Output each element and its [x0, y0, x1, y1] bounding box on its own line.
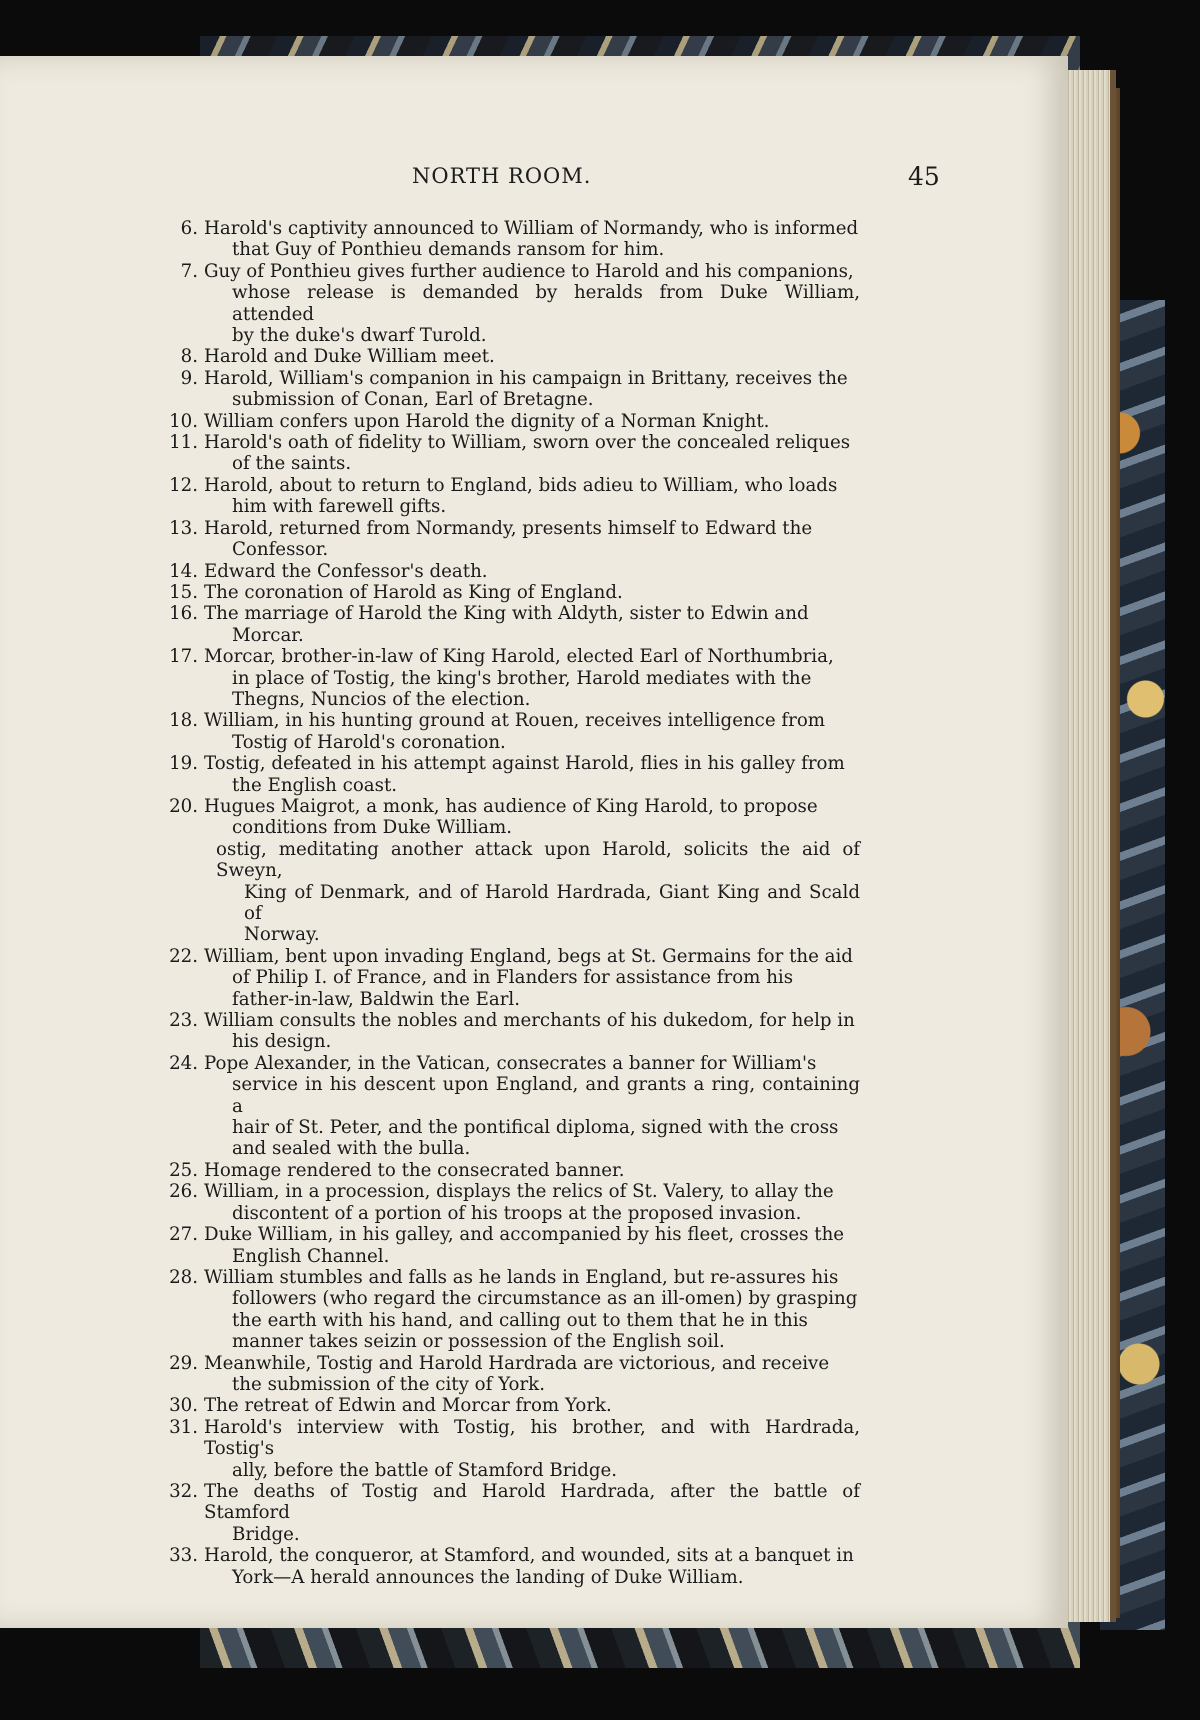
entry-line: of the saints. [232, 453, 352, 475]
list-item [160, 1545, 860, 1588]
entry-number: 6. [180, 218, 198, 239]
entry-number: 33. [169, 1545, 198, 1567]
list-item [160, 432, 860, 475]
header-title: NORTH ROOM. [412, 164, 592, 188]
entry-line: Harold, the conqueror, at Stamford, and wounded, sits at a banquet in [204, 1545, 854, 1567]
entry-line: and sealed with the bulla. [232, 1138, 471, 1160]
entry-text [204, 1545, 860, 1588]
entry-text [204, 1224, 860, 1267]
entry-line: in place of Tostig, the king's brother, Harold mediates with the [232, 667, 812, 689]
entry-line: Thegns, Nuncios of the election. [232, 688, 531, 710]
entry-text [204, 603, 860, 646]
entry-number: 30. [169, 1395, 198, 1417]
entry-number: 14. [169, 560, 198, 582]
entry-number: 12. [169, 474, 198, 496]
entry-number: 10. [169, 410, 198, 432]
entry-text [204, 753, 860, 796]
entry-text [204, 646, 860, 710]
entry-number: 11. [169, 432, 198, 454]
list-item [160, 1224, 860, 1267]
entry-text [204, 1417, 860, 1481]
list-item [160, 518, 860, 561]
entry-number: 23. [169, 1010, 198, 1032]
entry-text [204, 1481, 860, 1545]
entry-number: 7. [180, 260, 198, 282]
entry-line: English Channel. [232, 1245, 390, 1267]
entry-line: followers (who regard the circumstance as an ill-omen) by grasping [232, 1288, 858, 1310]
entry-line: whose release is demanded by heralds from Duke William, attended [232, 282, 860, 325]
list-item [160, 946, 860, 1010]
entry-number: 24. [169, 1052, 198, 1074]
entry-line: Meanwhile, Tostig and Harold Hardrada are victorious, and receive [204, 1352, 830, 1374]
entry-line: Hugues Maigrot, a monk, has audience of King Harold, to propose [204, 795, 818, 817]
entry-line: service in his descent upon England, and grants a ring, containing a [232, 1074, 860, 1117]
entry-line: father-in-law, Baldwin the Earl. [232, 988, 521, 1010]
entry-line: Duke William, in his galley, and accompanied by his fleet, crosses the [204, 1224, 845, 1246]
entry-line: Tostig, defeated in his attempt against Harold, flies in his galley from [204, 753, 845, 775]
entry-number: 19. [169, 753, 198, 775]
list-item [160, 753, 860, 796]
entry-line: Tostig of Harold's coronation. [232, 731, 506, 753]
entry-line: him with farewell gifts. [232, 496, 447, 518]
entry-line: William, in a procession, displays the relics of St. Valery, to allay the [204, 1181, 834, 1203]
entry-text [204, 1160, 860, 1181]
entry-text [204, 710, 860, 753]
list-item [160, 1353, 860, 1396]
entry-number: 8. [180, 346, 198, 368]
entry-list [160, 218, 860, 1588]
entry-line: Pope Alexander, in the Vatican, consecrates a banner for William's [204, 1052, 817, 1074]
entry-number: 9. [180, 367, 198, 389]
entry-line: Harold, William's companion in his campaign in Brittany, receives the [204, 367, 848, 389]
entry-line: The retreat of Edwin and Morcar from York. [204, 1395, 612, 1417]
entry-text [204, 518, 860, 561]
entry-line: hair of St. Peter, and the pontifical diploma, signed with the cross [232, 1117, 839, 1139]
entry-text [204, 1353, 860, 1396]
entry-line: King of Denmark, and of Harold Hardrada, Giant King and Scald of [244, 881, 860, 924]
entry-text [204, 1267, 860, 1353]
entry-text [204, 839, 860, 946]
entry-line: Edward the Confessor's death. [204, 560, 488, 582]
entry-number: 28. [169, 1266, 198, 1288]
list-item [160, 368, 860, 411]
entry-line: William stumbles and falls as he lands in England, but re-assures his [204, 1266, 839, 1288]
entry-line: Bridge. [232, 1523, 300, 1545]
entry-line: The coronation of Harold as King of England. [204, 581, 623, 603]
entry-line: Confessor. [232, 539, 329, 561]
entry-text [204, 432, 860, 475]
entry-line: the submission of the city of York. [232, 1373, 545, 1395]
entry-text [204, 368, 860, 411]
entry-line: Harold and Duke William meet. [204, 346, 495, 368]
entry-line: ally, before the battle of Stamford Bridge. [232, 1459, 618, 1481]
list-item [160, 475, 860, 518]
entry-line: William, bent upon invading England, begs at St. Germains for the aid [204, 945, 853, 967]
entry-number [160, 839, 204, 946]
entry-text [204, 261, 860, 347]
entry-text [204, 1010, 860, 1053]
entry-text [204, 1053, 860, 1160]
entry-line: William confers upon Harold the dignity of a Norman Knight. [204, 410, 770, 432]
entry-line: Harold's interview with Tostig, his brother, and with Hardrada, Tostig's [204, 1416, 860, 1460]
list-item [160, 561, 860, 582]
entry-text [204, 1181, 860, 1224]
entry-line: Harold's captivity announced to William of Normandy, who is informed [204, 218, 859, 239]
entry-number: 17. [169, 646, 198, 668]
entry-line: Homage rendered to the consecrated banner. [204, 1159, 625, 1181]
list-item [160, 796, 860, 839]
entry-line: his design. [232, 1031, 332, 1053]
entry-number: 13. [169, 517, 198, 539]
list-item [160, 1160, 860, 1181]
entry-text [204, 561, 860, 582]
entry-number: 31. [169, 1416, 198, 1438]
entry-number: 18. [169, 710, 198, 732]
entry-line: The marriage of Harold the King with Aldyth, sister to Edwin and [204, 603, 809, 625]
list-item [160, 839, 860, 946]
entry-text [204, 475, 860, 518]
list-item [160, 1010, 860, 1053]
entry-line: The deaths of Tostig and Harold Hardrada, after the battle of Stamford [204, 1480, 860, 1524]
entry-line: Guy of Ponthieu gives further audience to Harold and his companions, [204, 260, 854, 282]
list-item [160, 603, 860, 646]
entry-number: 15. [169, 581, 198, 603]
entry-line: Morcar, brother-in-law of King Harold, elected Earl of Northumbria, [204, 646, 834, 668]
entry-line: by the duke's dwarf Turold. [232, 325, 487, 347]
list-item [160, 411, 860, 432]
entry-number: 22. [169, 945, 198, 967]
entry-line: the earth with his hand, and calling out to them that he in this [232, 1309, 808, 1331]
list-item [160, 710, 860, 753]
list-item [160, 261, 860, 347]
entry-line: Harold, about to return to England, bids adieu to William, who loads [204, 474, 838, 496]
list-item [160, 346, 860, 367]
list-item [160, 1417, 860, 1481]
entry-text [204, 796, 860, 839]
entry-line: that Guy of Ponthieu demands ransom for him. [232, 239, 665, 261]
list-item [160, 1053, 860, 1160]
entry-text [204, 218, 860, 261]
list-item [160, 1481, 860, 1545]
running-header [0, 164, 1068, 194]
list-item [160, 218, 860, 261]
entry-line: William, in his hunting ground at Rouen, receives intelligence from [204, 710, 826, 732]
list-item [160, 646, 860, 710]
entry-line: submission of Conan, Earl of Bretagne. [232, 389, 594, 411]
entry-text [204, 1395, 860, 1416]
entry-line: of Philip I. of France, and in Flanders for assistance from his [232, 967, 794, 989]
entry-line: conditions from Duke William. [232, 817, 512, 839]
page-block-edge [1066, 70, 1116, 1622]
entry-line: discontent of a portion of his troops at the proposed invasion. [232, 1202, 802, 1224]
page-number: 45 [908, 162, 940, 191]
entry-number: 32. [169, 1480, 198, 1502]
entry-number: 29. [169, 1352, 198, 1374]
list-item [160, 1267, 860, 1353]
list-item [160, 1181, 860, 1224]
entry-line: William consults the nobles and merchants of his dukedom, for help in [204, 1010, 855, 1032]
list-item [160, 1395, 860, 1416]
list-item [160, 582, 860, 603]
entry-text [204, 411, 860, 432]
entry-line: Harold's oath of fidelity to William, sworn over the concealed reliques [204, 432, 851, 454]
entry-line: Harold, returned from Normandy, presents himself to Edward the [204, 517, 813, 539]
entry-line: the English coast. [232, 774, 398, 796]
entry-line: Morcar. [232, 624, 304, 646]
entry-number: 20. [169, 795, 198, 817]
entry-number: 16. [169, 603, 198, 625]
entry-text [204, 346, 860, 367]
entry-line: Norway. [244, 924, 320, 946]
entry-text [204, 582, 860, 603]
entry-number: 27. [169, 1224, 198, 1246]
entry-text [204, 946, 860, 1010]
entry-line: manner takes seizin or possession of the English soil. [232, 1331, 725, 1353]
entry-line: York—A herald announces the landing of Duke William. [232, 1566, 744, 1588]
entry-number: 26. [169, 1181, 198, 1203]
entry-number: 25. [169, 1159, 198, 1181]
entry-line: ostig, meditating another attack upon Harold, solicits the aid of Sweyn, [216, 838, 860, 882]
